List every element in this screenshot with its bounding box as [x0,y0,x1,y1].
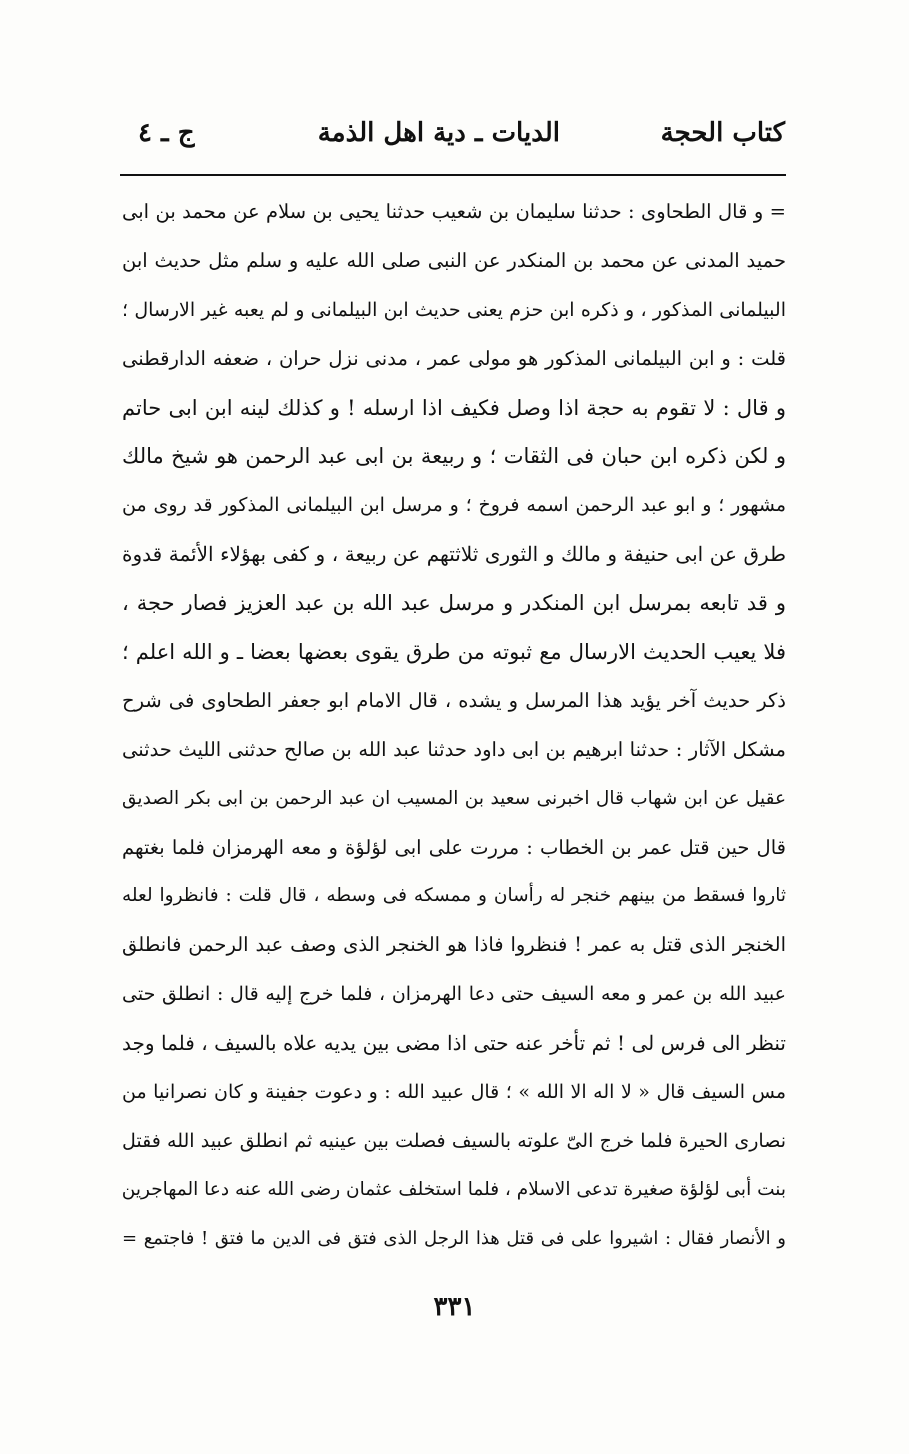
text-line: بنت أبی لؤلؤة صغیرة تدعی الاسلام ، فلما استخلف عثمان رضی الله عنه دعا المهاجرین [122,1178,786,1200]
volume-number: ج ـ ٤ [138,118,195,148]
text-line: و قد تابعه بمرسل ابن المنکدر و مرسل عبد الله بن عبد العزیز فصار حجة ، [122,591,786,616]
section-title: الديات ـ دية اهل الذمة [317,118,560,148]
text-line: عبید الله بن عمر و معه السیف حتی دعا الهرمزان ، فلما خرج إلیه قال : انطلق حتی [122,983,786,1006]
running-header [130,118,785,162]
text-line: قلت : و ابن البیلمانی المذکور هو مولی عمر ، مدنی نزل حران ، ضعفه الدارقطنی [122,346,786,370]
text-line: تنظر الی فرس لی ! ثم تأخر عنه حتی اذا مضی بین یدیه علاه بالسیف ، فلما وجد [122,1031,786,1056]
text-line: ثاروا فسقط من بینهم خنجر له رأسان و ممسکه فی وسطه ، قال قلت : فانظروا لعله [122,885,786,907]
text-line: قال حین قتل عمر بن الخطاب : مررت علی ابی لؤلؤة و معه الهرمزان فلما بغتهم [122,835,786,859]
header-rule [120,174,786,176]
text-line: نصاری الحیرة فلما خرج الیّ علوته بالسیف فصلت بین عینیه ثم انطلق عبید الله فقتل [122,1129,786,1152]
book-title: كتاب الحجة [660,118,785,148]
body-text [122,188,786,1264]
text-line: البیلمانی المذکور ، و ذکره ابن حزم یعنی حدیث ابن البیلمانی و لم یعبه غیر الارسال ؛ [122,298,786,321]
text-line: مشکل الآثار : حدثنا ابرهیم بن ابی داود حدثنا عبد الله بن صالح حدثنی اللیث حدثنی [122,737,786,761]
text-line: = و قال الطحاوی : حدثنا سلیمان بن شعیب حدثنا یحیی بن سلام عن محمد بن ابی [122,200,786,223]
text-line: و لکن ذکره ابن حبان فی الثقات ؛ و ربیعة بن ابی عبد الرحمن هو شیخ مالك [122,444,786,469]
text-line: و قال : لا تقوم به حجة اذا وصل فکیف اذا ارسله ! و کذلك لینه ابن ابی حاتم [122,395,786,420]
text-line: عقیل عن ابن شهاب قال اخبرنی سعید بن المسیب ان عبد الرحمن بن ابی بکر الصدیق [122,787,786,809]
text-line: فلا یعیب الحدیث الارسال مع ثبوته من طرق یقوی بعضها بعضا ـ و الله اعلم ؛ [122,640,786,665]
text-line: حمید المدنی عن محمد بن المنکدر عن النبی صلی الله علیه و سلم مثل حدیث ابن [122,248,786,272]
text-line: و الأنصار فقال : اشیروا علی فی قتل هذا الرجل الذی فتق فی الدین ما فتق ! فاجتمع = [122,1227,786,1249]
text-line: مشهور ؛ و ابو عبد الرحمن اسمه فروخ ؛ و مرسل ابن البیلمانی المذکور قد روی من [122,494,786,517]
text-line: طرق عن ابی حنیفة و مالك و الثوری ثلاثتهم عن ربیعة ، و کفی بهؤلاء الأئمة قدوة [122,542,786,567]
page-number: ٣٣١ [433,1292,476,1322]
text-line: ذکر حدیث آخر یؤید هذا المرسل و یشده ، قال الامام ابو جعفر الطحاوی فی شرح [122,688,786,712]
text-line: الخنجر الذی قتل به عمر ! فنظروا فاذا هو الخنجر الذی وصف عبد الرحمن فانطلق [122,933,786,957]
text-line: مس السیف قال « لا اله الا الله » ؛ قال عبید الله : و دعوت جفینة و کان نصرانیا من [122,1081,786,1104]
